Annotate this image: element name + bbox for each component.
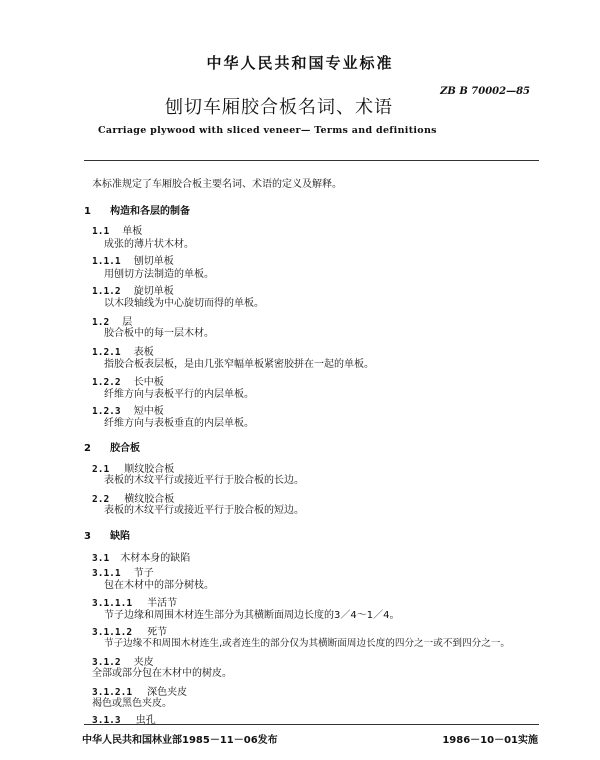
clause-number: 2.1 xyxy=(92,464,110,475)
english-title: Carriage plywood with sliced veneer— Terms and definitions xyxy=(98,125,437,136)
clause-term: 旋切单板 xyxy=(133,286,174,297)
clause-number: 1.1.2 xyxy=(92,286,121,297)
clause-number: 1.2.3 xyxy=(92,406,121,417)
standard-title: 中华人民共和国专业标准 xyxy=(206,54,394,72)
clause-term: 虫孔 xyxy=(135,715,156,726)
clause-number: 3.1.3 xyxy=(92,715,121,726)
section-3-heading xyxy=(84,524,130,543)
clause-number: 3.1.2.1 xyxy=(92,687,133,698)
clause-term: 长中板 xyxy=(133,377,164,388)
clause-3-1-1-2-definition: 节子边缘不和周围木材连生,或者连生的部分仅为其横断面周边长度的四分之一或不到四分之一。 xyxy=(104,638,510,649)
clause-term: 层 xyxy=(122,317,133,328)
clause-number: 3.1.2 xyxy=(92,657,121,668)
clause-number: 3.1.1 xyxy=(92,568,121,579)
clause-number: 3.1.1.2 xyxy=(92,627,133,638)
section-title: 构造和各层的制备 xyxy=(110,206,191,217)
clause-1-2-definition: 胶合板中的每一层木材。 xyxy=(104,328,214,339)
standard-code: ZB B 70002—85 xyxy=(440,86,530,97)
clause-term: 深色夹皮 xyxy=(147,687,188,698)
clause-1-2-1-definition: 指胶合板表层板，是由几张窄幅单板紧密胶拼在一起的单板。 xyxy=(104,359,374,370)
clause-2-2-definition: 表板的木纹平行或接近平行于胶合板的短边。 xyxy=(104,505,304,516)
clause-term: 木材本身的缺陷 xyxy=(120,553,191,564)
clause-term: 表板 xyxy=(133,347,154,358)
clause-term: 短中板 xyxy=(133,406,164,417)
clause-1-2-3-definition: 纤维方向与表板垂直的内层单板。 xyxy=(104,418,254,429)
section-number: 3 xyxy=(84,531,91,542)
clause-term: 夹皮 xyxy=(133,657,154,668)
document-title: 刨切车厢胶合板名词、术语 xyxy=(165,97,393,118)
section-2-heading xyxy=(84,436,140,455)
clause-term: 死节 xyxy=(147,627,168,638)
clause-number: 1.1.1 xyxy=(92,256,121,267)
section-title: 缺陷 xyxy=(110,531,131,542)
clause-1-2-2-definition: 纤维方向与表板平行的内层单板。 xyxy=(104,389,254,400)
clause-3-1-1-definition: 包在木材中的部分树枝。 xyxy=(104,580,214,591)
section-number: 2 xyxy=(84,443,91,454)
top-divider xyxy=(84,160,539,161)
clause-3-1-1-1-definition: 节子边缘和周围木材连生部分为其横断面周边长度的3／4～1／4。 xyxy=(104,610,400,621)
clause-term: 刨切单板 xyxy=(133,256,174,267)
clause-term: 横纹胶合板 xyxy=(124,494,175,505)
clause-term: 顺纹胶合板 xyxy=(124,464,175,475)
section-title: 胶合板 xyxy=(110,443,141,454)
clause-3-1-2-definition: 全部或部分包在木材中的树皮。 xyxy=(92,668,232,679)
clause-term: 半活节 xyxy=(147,598,178,609)
issued-by: 中华人民共和国林业部1985－11－06发布 xyxy=(82,735,278,746)
bottom-divider xyxy=(84,724,539,725)
clause-3-1-2-1-definition: 褐色或黑色夹皮。 xyxy=(92,698,172,709)
clause-number: 1.1 xyxy=(92,226,110,237)
clause-number: 3.1 xyxy=(92,553,110,564)
clause-term: 节子 xyxy=(133,568,154,579)
clause-2-1-definition: 表板的木纹平行或接近平行于胶合板的长边。 xyxy=(104,475,304,486)
clause-number: 1.2.2 xyxy=(92,377,121,388)
effective-date: 1986－10－01实施 xyxy=(442,735,538,746)
clause-1-1-2-definition: 以木段轴线为中心旋切而得的单板。 xyxy=(104,298,264,309)
clause-number: 1.2 xyxy=(92,317,110,328)
clause-number: 3.1.1.1 xyxy=(92,598,133,609)
section-1-heading xyxy=(84,199,190,218)
clause-1-1-1-definition: 用刨切方法制造的单板。 xyxy=(104,269,214,280)
clause-number: 1.2.1 xyxy=(92,347,121,358)
intro-paragraph: 本标准规定了车厢胶合板主要名词、术语的定义及解释。 xyxy=(92,179,342,190)
section-number: 1 xyxy=(84,206,91,217)
clause-1-1-definition: 成张的薄片状木材。 xyxy=(104,239,194,250)
clause-number: 2.2 xyxy=(92,494,110,505)
clause-term: 单板 xyxy=(122,226,143,237)
